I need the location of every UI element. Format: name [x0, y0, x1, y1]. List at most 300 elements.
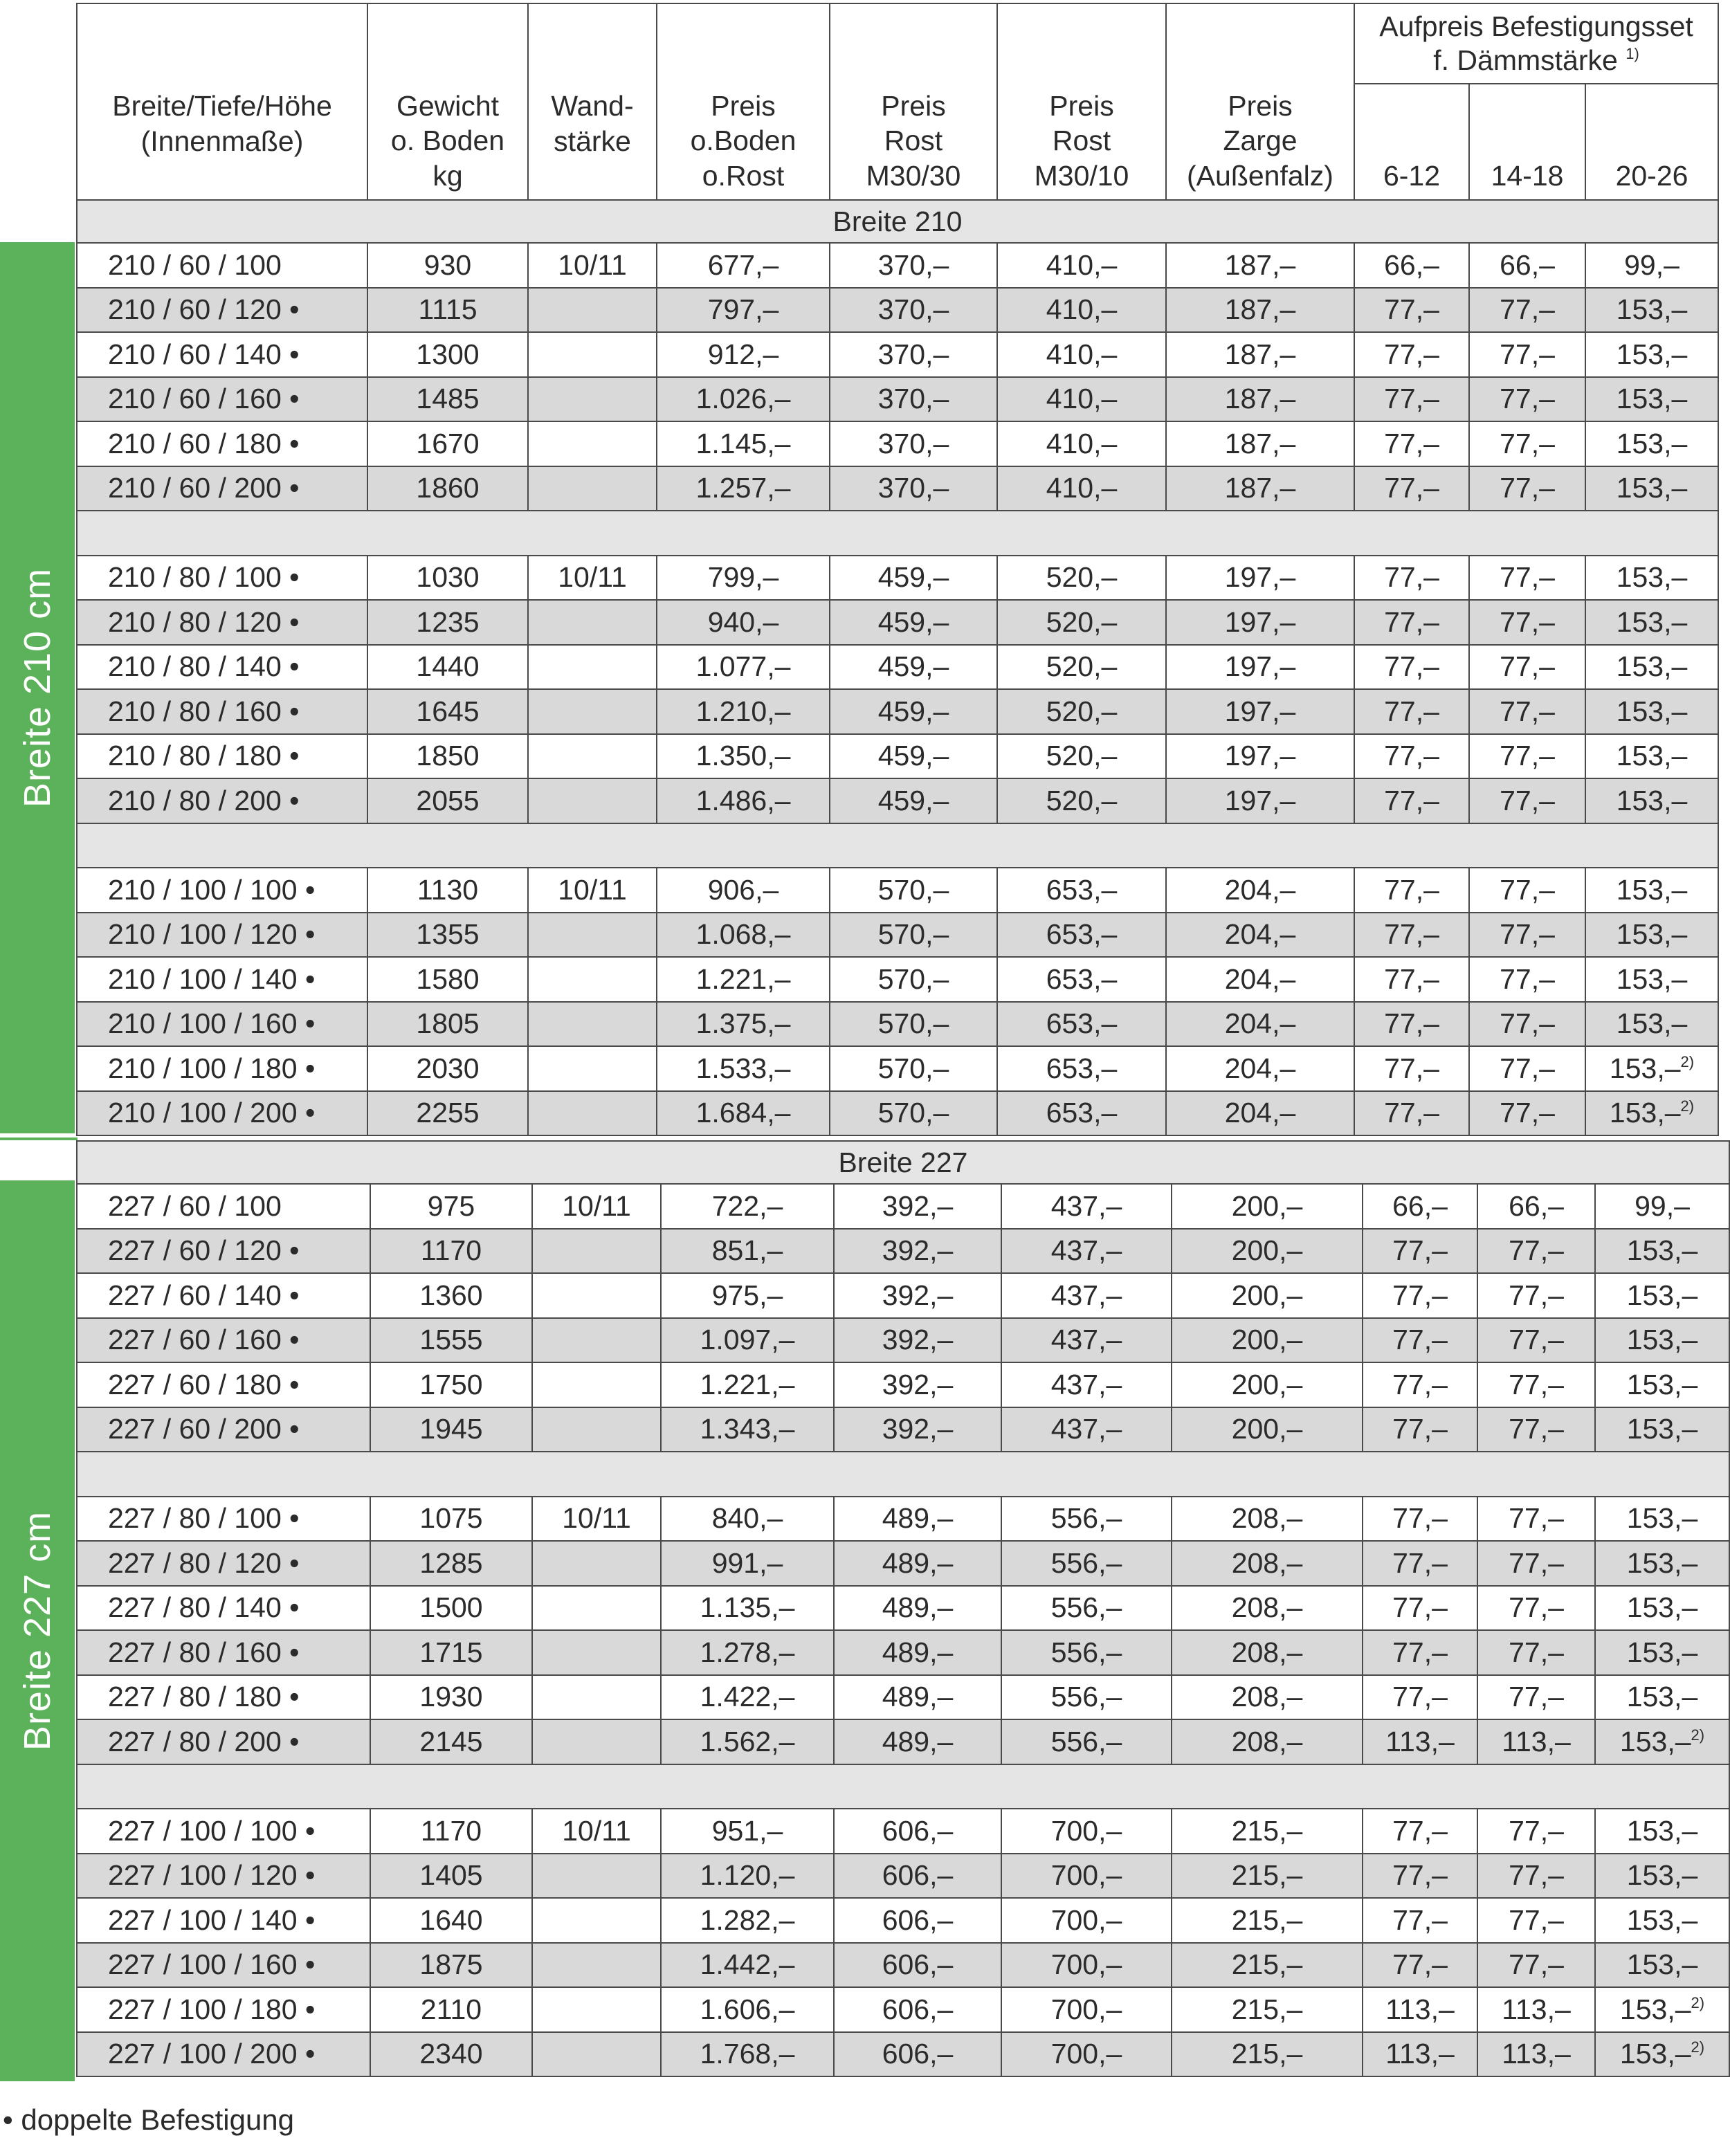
cell-price-rost-m30-10: 653,–: [997, 957, 1166, 1002]
cell-dimensions: 227 / 80 / 140 •: [77, 1586, 370, 1631]
group-spacer-cell: [77, 1452, 1729, 1497]
cell-surcharge-20-26: [1585, 1046, 1718, 1091]
table-row: [77, 1630, 1729, 1675]
cell-surcharge-20-26: [1595, 1675, 1729, 1720]
cell-surcharge-14-18: 113,–: [1477, 2032, 1595, 2077]
cell-dimensions: 210 / 60 / 120 •: [77, 288, 367, 333]
cell-surcharge-14-18: 77,–: [1469, 645, 1585, 690]
cell-price-zarge: 204,–: [1166, 957, 1354, 1002]
cell-surcharge-14-18: 77,–: [1477, 1898, 1595, 1943]
cell-surcharge-6-12: 77,–: [1363, 1854, 1477, 1899]
cell-surcharge-20-26: [1595, 1229, 1729, 1274]
cell-price-rost-m30-30: 570,–: [830, 957, 997, 1002]
table-row: [77, 645, 1718, 690]
cell-price-rost-m30-30: 570,–: [830, 913, 997, 958]
group-spacer-row: [77, 1764, 1729, 1809]
cell-weight: 1075: [370, 1497, 532, 1542]
cell-price-rost-m30-30: 392,–: [834, 1362, 1001, 1407]
cell-weight: 2055: [367, 778, 528, 823]
cell-price-rost-m30-30: 606,–: [834, 1809, 1001, 1854]
table-row: [77, 1318, 1729, 1363]
surcharge-20-26-value: 153,–: [1626, 1681, 1698, 1713]
section-title-row: [77, 1141, 1729, 1184]
cell-surcharge-6-12: 77,–: [1363, 1318, 1477, 1363]
cell-weight: 1440: [367, 645, 528, 690]
cell-price-zarge: 215,–: [1172, 1943, 1363, 1988]
cell-surcharge-14-18: 66,–: [1469, 243, 1585, 288]
cell-price-base: 912,–: [657, 332, 830, 377]
footnote-marker: 2): [1691, 1993, 1705, 2011]
cell-surcharge-14-18: 77,–: [1469, 957, 1585, 1002]
cell-surcharge-20-26: [1595, 2032, 1729, 2077]
cell-price-rost-m30-30: 392,–: [834, 1318, 1001, 1363]
cell-dimensions: 227 / 60 / 120 •: [77, 1229, 370, 1274]
cell-price-zarge: 187,–: [1166, 466, 1354, 511]
cell-surcharge-14-18: 77,–: [1469, 466, 1585, 511]
cell-weight: 1170: [370, 1809, 532, 1854]
header-rost10-line-1: Preis: [1049, 89, 1114, 122]
cell-weight: 1670: [367, 421, 528, 466]
cell-price-base: 1.026,–: [657, 377, 830, 422]
cell-weight: 1860: [367, 466, 528, 511]
surcharge-20-26-value: 153,–: [1609, 1097, 1681, 1129]
header-zarge-line-1: Preis: [1228, 89, 1293, 122]
cell-price-base: 797,–: [657, 288, 830, 333]
cell-price-rost-m30-10: 437,–: [1001, 1273, 1172, 1318]
cell-weight: 1115: [367, 288, 528, 333]
cell-weight: 2255: [367, 1091, 528, 1136]
cell-price-base: 1.606,–: [661, 1987, 834, 2032]
cell-wall: [528, 1091, 657, 1136]
cell-price-zarge: 215,–: [1172, 1987, 1363, 2032]
surcharge-20-26-value: 153,–: [1616, 605, 1688, 638]
header-price-zarge: [1166, 3, 1354, 200]
cell-price-base: 1.278,–: [661, 1630, 834, 1675]
cell-wall: 10/11: [532, 1497, 661, 1542]
cell-price-rost-m30-30: 459,–: [830, 778, 997, 823]
surcharge-20-26-value: 153,–: [1616, 1007, 1688, 1040]
surcharge-20-26-value: 153,–: [1619, 2038, 1691, 2070]
cell-surcharge-20-26: [1585, 332, 1718, 377]
cell-wall: [528, 421, 657, 466]
cell-price-zarge: 208,–: [1172, 1541, 1363, 1586]
cell-wall: [532, 1318, 661, 1363]
table-row: [77, 332, 1718, 377]
header-dimensions: [77, 3, 367, 200]
surcharge-20-26-value: 153,–: [1616, 650, 1688, 683]
cell-surcharge-20-26: [1585, 1091, 1718, 1136]
cell-surcharge-14-18: 77,–: [1477, 1229, 1595, 1274]
cell-price-zarge: 215,–: [1172, 1898, 1363, 1943]
cell-price-rost-m30-10: 556,–: [1001, 1719, 1172, 1764]
cell-weight: 1355: [367, 913, 528, 958]
cell-price-rost-m30-10: 700,–: [1001, 1987, 1172, 2032]
cell-weight: 1405: [370, 1854, 532, 1899]
cell-price-base: 940,–: [657, 600, 830, 645]
table-row: [77, 1586, 1729, 1631]
cell-price-rost-m30-10: 520,–: [997, 645, 1166, 690]
cell-surcharge-20-26: [1595, 1497, 1729, 1542]
cell-price-rost-m30-10: 556,–: [1001, 1630, 1172, 1675]
cell-price-rost-m30-30: 459,–: [830, 645, 997, 690]
cell-price-rost-m30-10: 520,–: [997, 734, 1166, 779]
cell-surcharge-20-26: [1595, 1407, 1729, 1452]
cell-weight: 975: [370, 1184, 532, 1229]
cell-dimensions: 227 / 60 / 100: [77, 1184, 370, 1229]
cell-price-base: 1.350,–: [657, 734, 830, 779]
cell-dimensions: 227 / 60 / 200 •: [77, 1407, 370, 1452]
cell-wall: [532, 1273, 661, 1318]
section-divider-line: [0, 1138, 78, 1140]
table-row: [77, 1809, 1729, 1854]
cell-price-rost-m30-10: 653,–: [997, 868, 1166, 913]
cell-surcharge-14-18: 77,–: [1477, 1586, 1595, 1631]
cell-price-rost-m30-10: 700,–: [1001, 1898, 1172, 1943]
cell-weight: 1805: [367, 1002, 528, 1047]
cell-price-rost-m30-30: 606,–: [834, 1987, 1001, 2032]
cell-weight: 1030: [367, 556, 528, 601]
cell-price-base: 1.684,–: [657, 1091, 830, 1136]
cell-surcharge-20-26: [1595, 1318, 1729, 1363]
cell-dimensions: 227 / 80 / 200 •: [77, 1719, 370, 1764]
cell-price-rost-m30-10: 700,–: [1001, 1854, 1172, 1899]
cell-surcharge-20-26: [1595, 1362, 1729, 1407]
group-spacer-cell: [77, 511, 1718, 556]
surcharge-20-26-value: 153,–: [1626, 1903, 1698, 1936]
cell-price-rost-m30-10: 700,–: [1001, 1943, 1172, 1988]
cell-weight: 2340: [370, 2032, 532, 2077]
surcharge-20-26-value: 153,–: [1616, 472, 1688, 504]
header-rost30-line-1: Preis: [881, 89, 946, 122]
surcharge-20-26-value: 153,–: [1616, 873, 1688, 906]
cell-price-zarge: 197,–: [1166, 689, 1354, 734]
cell-surcharge-20-26: [1595, 1809, 1729, 1854]
cell-price-base: 1.282,–: [661, 1898, 834, 1943]
cell-dimensions: 227 / 100 / 180 •: [77, 1987, 370, 2032]
cell-price-zarge: 200,–: [1172, 1184, 1363, 1229]
surcharge-20-26-value: 153,–: [1619, 1993, 1691, 2025]
cell-price-zarge: 215,–: [1172, 2032, 1363, 2077]
cell-price-rost-m30-30: 392,–: [834, 1184, 1001, 1229]
cell-wall: [528, 332, 657, 377]
cell-dimensions: 210 / 80 / 200 •: [77, 778, 367, 823]
surcharge-20-26-value: 153,–: [1616, 383, 1688, 415]
cell-dimensions: 210 / 60 / 140 •: [77, 332, 367, 377]
cell-weight: 2030: [367, 1046, 528, 1091]
cell-price-base: 1.135,–: [661, 1586, 834, 1631]
cell-surcharge-20-26: [1595, 1541, 1729, 1586]
cell-dimensions: 210 / 100 / 120 •: [77, 913, 367, 958]
cell-weight: 1485: [367, 377, 528, 422]
cell-wall: [528, 466, 657, 511]
cell-surcharge-14-18: 77,–: [1469, 288, 1585, 333]
cell-surcharge-14-18: 77,–: [1469, 332, 1585, 377]
cell-surcharge-6-12: 77,–: [1363, 1362, 1477, 1407]
cell-price-rost-m30-30: 489,–: [834, 1719, 1001, 1764]
cell-wall: [528, 689, 657, 734]
cell-weight: 1580: [367, 957, 528, 1002]
cell-surcharge-20-26: [1595, 1898, 1729, 1943]
cell-price-rost-m30-30: 459,–: [830, 556, 997, 601]
header-rost30-line-2: Rost: [884, 125, 943, 157]
cell-wall: [528, 1002, 657, 1047]
footnote-double-fixing: • doppelte Befestigung: [3, 2103, 295, 2136]
cell-price-zarge: 204,–: [1166, 913, 1354, 958]
cell-surcharge-6-12: 77,–: [1354, 600, 1469, 645]
surcharge-20-26-value: 153,–: [1626, 1948, 1698, 1981]
cell-price-rost-m30-10: 653,–: [997, 1091, 1166, 1136]
cell-price-base: 1.375,–: [657, 1002, 830, 1047]
cell-price-rost-m30-10: 556,–: [1001, 1541, 1172, 1586]
cell-wall: [532, 1987, 661, 2032]
group-spacer-row: [77, 823, 1718, 868]
surcharge-20-26-value: 153,–: [1616, 918, 1688, 951]
footnote-marker: 2): [1680, 1097, 1695, 1115]
surcharge-20-26-value: 153,–: [1626, 1546, 1698, 1579]
cell-surcharge-20-26: [1585, 868, 1718, 913]
cell-price-base: 1.221,–: [657, 957, 830, 1002]
table-row: [77, 1854, 1729, 1899]
cell-surcharge-6-12: 113,–: [1363, 2032, 1477, 2077]
side-label-breite-210: Breite 210 cm: [17, 567, 58, 808]
cell-price-rost-m30-30: 489,–: [834, 1675, 1001, 1720]
cell-price-zarge: 200,–: [1172, 1273, 1363, 1318]
cell-price-zarge: 215,–: [1172, 1809, 1363, 1854]
surcharge-20-26-value: 153,–: [1616, 427, 1688, 459]
cell-price-zarge: 197,–: [1166, 645, 1354, 690]
surcharge-20-26-value: 153,–: [1616, 740, 1688, 772]
table-row: [77, 466, 1718, 511]
cell-dimensions: 227 / 60 / 160 •: [77, 1318, 370, 1363]
cell-surcharge-14-18: 77,–: [1477, 1541, 1595, 1586]
cell-price-rost-m30-30: 370,–: [830, 421, 997, 466]
footnote-marker: 2): [1680, 1052, 1695, 1070]
cell-price-zarge: 187,–: [1166, 288, 1354, 333]
cell-price-zarge: 200,–: [1172, 1229, 1363, 1274]
table-row: [77, 1002, 1718, 1047]
cell-dimensions: 227 / 100 / 120 •: [77, 1854, 370, 1899]
table-row: [77, 689, 1718, 734]
surcharge-20-26-value: 153,–: [1626, 1413, 1698, 1445]
header-wall: [528, 3, 657, 200]
cell-wall: [532, 1854, 661, 1899]
cell-price-rost-m30-10: 410,–: [997, 377, 1166, 422]
cell-weight: 1930: [370, 1675, 532, 1720]
table-row: [77, 1091, 1718, 1136]
surcharge-20-26-value: 153,–: [1626, 1234, 1698, 1267]
cell-surcharge-6-12: 77,–: [1354, 1046, 1469, 1091]
cell-price-rost-m30-10: 410,–: [997, 421, 1166, 466]
cell-surcharge-6-12: 77,–: [1354, 1002, 1469, 1047]
cell-price-rost-m30-30: 489,–: [834, 1586, 1001, 1631]
section-title: Breite 210: [77, 200, 1718, 243]
cell-price-rost-m30-30: 370,–: [830, 377, 997, 422]
surcharge-20-26-value: 99,–: [1635, 1189, 1690, 1222]
cell-price-rost-m30-10: 437,–: [1001, 1407, 1172, 1452]
cell-dimensions: 210 / 80 / 160 •: [77, 689, 367, 734]
cell-surcharge-14-18: 77,–: [1477, 1407, 1595, 1452]
header-rost10-line-3: M30/10: [1034, 160, 1129, 192]
header-price-base-line-2: o.Boden: [690, 125, 796, 157]
cell-surcharge-6-12: 77,–: [1363, 1273, 1477, 1318]
cell-surcharge-14-18: 113,–: [1477, 1987, 1595, 2032]
side-bar-breite-227: [0, 1180, 75, 2081]
cell-dimensions: 227 / 80 / 100 •: [77, 1497, 370, 1542]
cell-price-rost-m30-30: 606,–: [834, 2032, 1001, 2077]
header-wall-line-1: Wand-: [551, 90, 634, 122]
cell-weight: 1500: [370, 1586, 532, 1631]
cell-wall: [528, 778, 657, 823]
cell-price-rost-m30-10: 556,–: [1001, 1586, 1172, 1631]
cell-price-base: 677,–: [657, 243, 830, 288]
cell-price-rost-m30-10: 653,–: [997, 1046, 1166, 1091]
cell-price-rost-m30-10: 653,–: [997, 913, 1166, 958]
cell-price-rost-m30-30: 489,–: [834, 1630, 1001, 1675]
cell-price-rost-m30-30: 392,–: [834, 1407, 1001, 1452]
cell-wall: [528, 913, 657, 958]
cell-price-zarge: 204,–: [1166, 1091, 1354, 1136]
cell-surcharge-20-26: [1585, 288, 1718, 333]
table-row: [77, 734, 1718, 779]
cell-surcharge-6-12: 77,–: [1363, 1407, 1477, 1452]
cell-price-rost-m30-30: 570,–: [830, 868, 997, 913]
surcharge-20-26-value: 153,–: [1616, 561, 1688, 594]
cell-surcharge-20-26: [1585, 689, 1718, 734]
cell-price-rost-m30-10: 437,–: [1001, 1184, 1172, 1229]
header-wall-line-2: stärke: [554, 125, 631, 158]
cell-price-base: 1.343,–: [661, 1407, 834, 1452]
cell-price-rost-m30-10: 520,–: [997, 556, 1166, 601]
table-row: [77, 243, 1718, 288]
cell-dimensions: 210 / 60 / 200 •: [77, 466, 367, 511]
cell-surcharge-6-12: 77,–: [1363, 1497, 1477, 1542]
cell-price-zarge: 200,–: [1172, 1407, 1363, 1452]
cell-wall: [532, 1586, 661, 1631]
cell-surcharge-14-18: 77,–: [1477, 1273, 1595, 1318]
cell-weight: 2145: [370, 1719, 532, 1764]
cell-price-zarge: 197,–: [1166, 600, 1354, 645]
cell-surcharge-14-18: 77,–: [1469, 377, 1585, 422]
surcharge-20-26-value: 153,–: [1619, 1725, 1691, 1757]
cell-price-base: 951,–: [661, 1809, 834, 1854]
cell-price-base: 840,–: [661, 1497, 834, 1542]
cell-dimensions: 227 / 60 / 180 •: [77, 1362, 370, 1407]
cell-wall: [528, 600, 657, 645]
cell-price-zarge: 215,–: [1172, 1854, 1363, 1899]
table-row: [77, 868, 1718, 913]
cell-price-zarge: 187,–: [1166, 421, 1354, 466]
cell-surcharge-20-26: [1585, 913, 1718, 958]
cell-surcharge-6-12: 77,–: [1354, 332, 1469, 377]
cell-price-base: 1.257,–: [657, 466, 830, 511]
cell-price-base: 991,–: [661, 1541, 834, 1586]
cell-price-base: 1.210,–: [657, 689, 830, 734]
cell-price-base: 1.097,–: [661, 1318, 834, 1363]
cell-wall: [528, 645, 657, 690]
cell-surcharge-20-26: [1595, 1630, 1729, 1675]
cell-surcharge-6-12: 77,–: [1354, 734, 1469, 779]
cell-weight: 1750: [370, 1362, 532, 1407]
cell-surcharge-20-26: [1595, 1184, 1729, 1229]
surcharge-20-26-value: 153,–: [1626, 1368, 1698, 1400]
cell-dimensions: 210 / 60 / 160 •: [77, 377, 367, 422]
cell-surcharge-14-18: 77,–: [1477, 1854, 1595, 1899]
cell-dimensions: 227 / 80 / 180 •: [77, 1675, 370, 1720]
cell-surcharge-14-18: 77,–: [1477, 1809, 1595, 1854]
cell-wall: [528, 288, 657, 333]
cell-price-zarge: 204,–: [1166, 868, 1354, 913]
cell-wall: [532, 1675, 661, 1720]
table-row: [77, 778, 1718, 823]
cell-price-base: 1.768,–: [661, 2032, 834, 2077]
group-spacer-cell: [77, 823, 1718, 868]
cell-price-base: 722,–: [661, 1184, 834, 1229]
table-row: [77, 600, 1718, 645]
side-bar-breite-210: [0, 242, 75, 1133]
cell-surcharge-20-26: [1585, 243, 1718, 288]
cell-surcharge-6-12: 113,–: [1363, 1719, 1477, 1764]
cell-surcharge-14-18: 77,–: [1477, 1675, 1595, 1720]
cell-surcharge-14-18: 77,–: [1469, 421, 1585, 466]
cell-surcharge-20-26: [1585, 466, 1718, 511]
cell-dimensions: 210 / 100 / 200 •: [77, 1091, 367, 1136]
cell-price-rost-m30-30: 489,–: [834, 1541, 1001, 1586]
table-row: [77, 1987, 1729, 2032]
cell-price-zarge: 208,–: [1172, 1675, 1363, 1720]
cell-weight: 1645: [367, 689, 528, 734]
cell-surcharge-6-12: 77,–: [1363, 1809, 1477, 1854]
cell-price-zarge: 187,–: [1166, 332, 1354, 377]
cell-wall: 10/11: [528, 243, 657, 288]
table-row: [77, 913, 1718, 958]
table-row: [77, 1229, 1729, 1274]
cell-surcharge-20-26: [1595, 1273, 1729, 1318]
cell-price-base: 1.486,–: [657, 778, 830, 823]
cell-weight: 1170: [370, 1229, 532, 1274]
cell-wall: [532, 2032, 661, 2077]
cell-surcharge-6-12: 113,–: [1363, 1987, 1477, 2032]
cell-price-rost-m30-30: 606,–: [834, 1943, 1001, 1988]
cell-surcharge-6-12: 77,–: [1354, 377, 1469, 422]
cell-price-rost-m30-10: 520,–: [997, 778, 1166, 823]
cell-dimensions: 210 / 60 / 180 •: [77, 421, 367, 466]
header-surcharge-line-1: Aufpreis Befestigungsset: [1379, 10, 1693, 42]
cell-surcharge-20-26: [1595, 1719, 1729, 1764]
cell-surcharge-20-26: [1595, 1854, 1729, 1899]
table-row: [77, 421, 1718, 466]
table-row: [77, 1719, 1729, 1764]
cell-price-rost-m30-30: 370,–: [830, 466, 997, 511]
cell-price-rost-m30-10: 700,–: [1001, 2032, 1172, 2077]
surcharge-20-26-value: 153,–: [1626, 1502, 1698, 1535]
cell-surcharge-14-18: 77,–: [1469, 689, 1585, 734]
header-surcharge-group: [1354, 3, 1718, 84]
cell-dimensions: 227 / 80 / 120 •: [77, 1541, 370, 1586]
header-weight-line-1: Gewicht: [396, 89, 500, 122]
cell-wall: [528, 377, 657, 422]
group-spacer-cell: [77, 1764, 1729, 1809]
cell-wall: [532, 1362, 661, 1407]
cell-price-rost-m30-30: 459,–: [830, 600, 997, 645]
table-row: [77, 1898, 1729, 1943]
cell-price-rost-m30-10: 410,–: [997, 466, 1166, 511]
cell-wall: [528, 734, 657, 779]
cell-price-zarge: 187,–: [1166, 243, 1354, 288]
cell-price-zarge: 208,–: [1172, 1630, 1363, 1675]
cell-surcharge-14-18: 77,–: [1477, 1362, 1595, 1407]
cell-price-rost-m30-10: 437,–: [1001, 1229, 1172, 1274]
cell-price-rost-m30-30: 570,–: [830, 1002, 997, 1047]
